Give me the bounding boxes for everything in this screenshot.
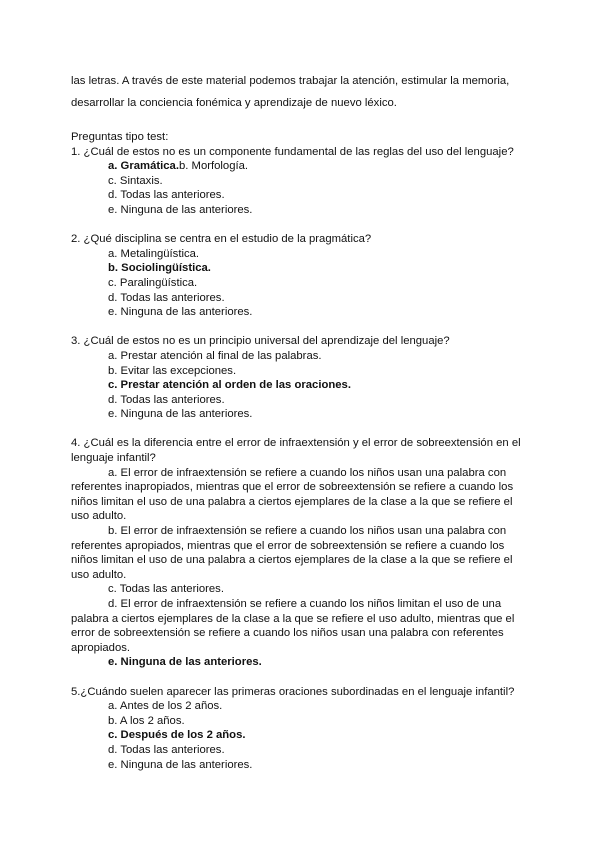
- section-header: Preguntas tipo test:: [71, 131, 169, 143]
- question-2-option-e: e. Ninguna de las anteriores.: [108, 306, 253, 319]
- question-2-option-d: d. Todas las anteriores.: [108, 291, 225, 304]
- question-1-option-ab: [108, 159, 533, 174]
- spacer: [71, 320, 533, 335]
- question-5-text: 5.¿Cuándo suelen aparecer las primeras oraciones subordinadas en el lenguaje infantil?: [71, 685, 515, 698]
- question-1-option-c: c. Sintaxis.: [108, 174, 163, 187]
- question-3-option-e: e. Ninguna de las anteriores.: [108, 408, 253, 421]
- question-5-option-e: e. Ninguna de las anteriores.: [108, 758, 253, 771]
- question-1-text: 1. ¿Cuál de estos no es un componente fundamental de las reglas del uso del lenguaje?: [71, 145, 514, 158]
- question-2-option-a: a. Metalingüística.: [108, 247, 200, 260]
- spacer: [71, 670, 533, 685]
- question-2-text: 2. ¿Qué disciplina se centra en el estudio de la pragmática?: [71, 233, 372, 246]
- question-3: [71, 334, 533, 422]
- question-5: [71, 685, 533, 773]
- question-2-option-b: b. Sociolingüística.: [108, 262, 211, 275]
- question-5-option-c: c. Después de los 2 años.: [108, 729, 246, 742]
- question-1-option-e: e. Ninguna de las anteriores.: [108, 203, 253, 216]
- question-4-option-b: b. El error de infraextensión se refiere a cuando los niños usan una palabra con referentes apropiados, mientras que el error de sobreextensión se refiere a cuando los niños limitan el uso de una palabra a ciertos ejemplares de la clase a la que se refiere el uso adulto.: [71, 525, 513, 581]
- question-4-option-c: c. Todas las anteriores.: [108, 583, 224, 596]
- question-3-option-a: a. Prestar atención al final de las palabras.: [108, 349, 322, 362]
- question-4-option-d: d. El error de infraextensión se refiere a cuando los niños limitan el uso de una palabra a ciertos ejemplares de la clase a la que se refiere el uso adulto, mientras que el error de sobreextensión se refiere a cuando los niños usan una palabra con referentes apropiados.: [71, 598, 515, 654]
- intro-line-2: desarrollar la conciencia fonémica y aprendizaje de nuevo léxico.: [71, 97, 397, 109]
- question-2-option-c: c. Paralingüística.: [108, 276, 198, 289]
- question-3-option-c: c. Prestar atención al orden de las oraciones.: [108, 379, 351, 392]
- spacer: [71, 218, 533, 233]
- document-page: [71, 70, 533, 772]
- intro-paragraph: [71, 70, 533, 114]
- question-3-option-b: b. Evitar las excepciones.: [108, 364, 237, 377]
- question-4-option-a: a. El error de infraextensión se refiere a cuando los niños usan una palabra con referentes inapropiados, mientras que el error de sobreextensión se refiere a cuando los niños limitan el uso de una palabra a ciertos ejemplares de la clase a la que se refiere el uso adulto.: [71, 466, 514, 523]
- intro-line-1: las letras. A través de este material podemos trabajar la atención, estimular la memoria,: [71, 75, 510, 87]
- question-4-text: 4. ¿Cuál es la diferencia entre el error de infraextensión y el error de sobreextensión en el lenguaje infantil?: [71, 437, 521, 465]
- question-1: [71, 145, 533, 218]
- question-4-option-e: e. Ninguna de las anteriores.: [108, 656, 262, 669]
- question-5-option-d: d. Todas las anteriores.: [108, 743, 225, 756]
- question-2: [71, 232, 533, 320]
- question-4: [71, 436, 533, 670]
- question-3-text: 3. ¿Cuál de estos no es un principio universal del aprendizaje del lenguaje?: [71, 335, 450, 348]
- question-5-option-a: a. Antes de los 2 años.: [108, 700, 223, 713]
- question-1-option-a: a. Gramática.: [108, 160, 179, 173]
- question-1-option-b: b. Morfología.: [178, 160, 249, 173]
- question-1-option-d: d. Todas las anteriores.: [108, 189, 225, 202]
- question-3-option-d: d. Todas las anteriores.: [108, 393, 225, 406]
- spacer: [71, 422, 533, 437]
- question-5-option-b: b. A los 2 años.: [108, 714, 185, 727]
